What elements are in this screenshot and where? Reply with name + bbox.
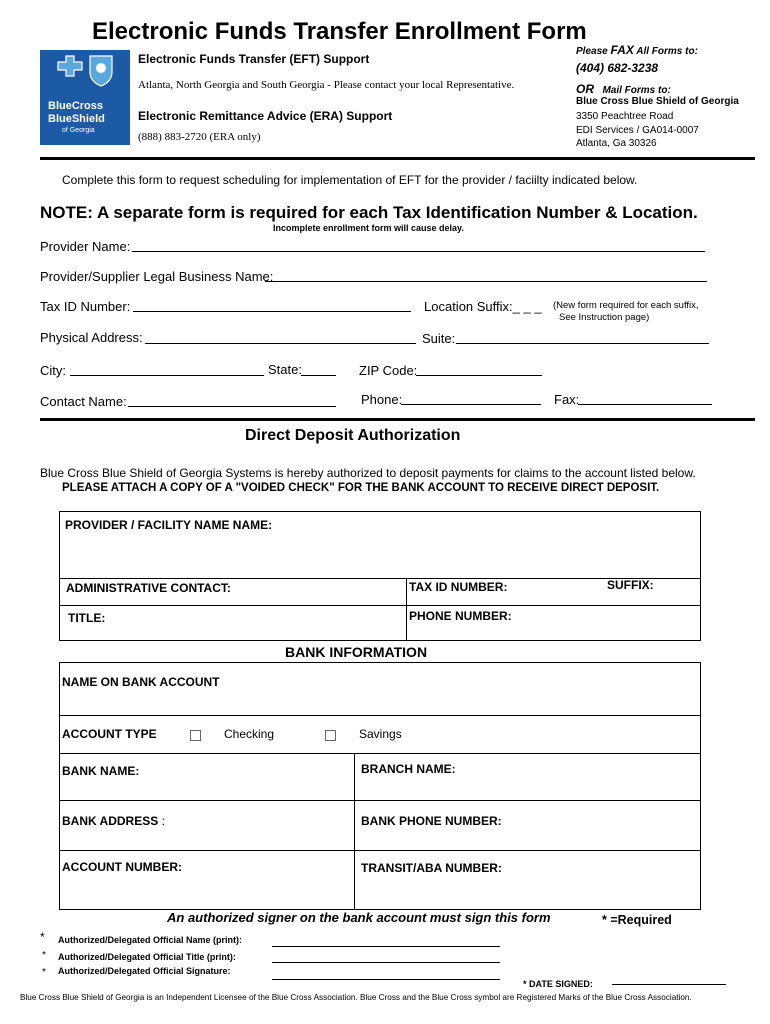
suite-label: Suite: (422, 331, 456, 346)
bcbs-logo (40, 50, 130, 145)
required-star: * (42, 950, 46, 961)
mail-addr-2: EDI Services / GA014-0007 (576, 125, 699, 136)
deposit-attach-text: PLEASE ATTACH A COPY OF A "VOIDED CHECK" FOR THE BANK ACCOUNT TO RECEIVE DIRECT DEPOSIT. (62, 482, 660, 494)
account-number[interactable]: ACCOUNT NUMBER: (62, 860, 182, 874)
official-signature-field[interactable] (272, 979, 500, 980)
account-type-label: ACCOUNT TYPE (62, 727, 157, 741)
provider-box-row-line (59, 578, 701, 579)
date-signed-label: * DATE SIGNED: (523, 979, 593, 989)
state-field[interactable] (301, 375, 336, 376)
legal-name-label: Provider/Supplier Legal Business Name: (40, 269, 274, 284)
official-name-label: Authorized/Delegated Official Name (print): (58, 935, 243, 945)
phone-label: Phone: (361, 392, 403, 407)
era-contact: (888) 883-2720 (ERA only) (138, 131, 261, 143)
signer-statement: An authorized signer on the bank account must sign this form (167, 910, 551, 925)
bank-address-label: BANK ADDRESS (62, 814, 159, 828)
fax-word: FAX (610, 43, 634, 57)
legal-name-field[interactable] (265, 281, 707, 282)
bank-heading: BANK INFORMATION (285, 644, 428, 660)
provider-box-row-line-2 (59, 605, 701, 606)
bank-phone[interactable]: BANK PHONE NUMBER: (361, 814, 502, 828)
box-suffix[interactable]: SUFFIX: (607, 578, 654, 592)
deposit-auth-text: Blue Cross Blue Shield of Georgia Systems is hereby authorized to deposit payments for claims to the account listed below. (40, 466, 696, 480)
required-star: * (40, 930, 45, 944)
fax-field[interactable] (578, 404, 712, 405)
required-star: * (42, 967, 46, 978)
logo-text-blueshield: BlueShield (48, 113, 105, 125)
mail-forms: Mail Forms to: (602, 85, 671, 96)
era-support-heading: Electronic Remittance Advice (ERA) Support (138, 109, 393, 123)
admin-contact[interactable]: ADMINISTRATIVE CONTACT: (66, 581, 231, 595)
provider-box-divider (406, 578, 407, 641)
footer-note: Blue Cross Blue Shield of Georgia is an Independent Licensee of the Blue Cross Association. Blue Cross and the Blue Cross symbol are Registered Marks of the Blue Cross Association. (20, 993, 692, 1002)
provider-name-field[interactable] (132, 251, 705, 252)
location-suffix-field[interactable]: Location Suffix:_ _ _ (424, 299, 542, 314)
mail-addr-1: 3350 Peachtree Road (576, 111, 674, 122)
city-label: City: (40, 363, 66, 378)
transit-number[interactable]: TRANSIT/ABA NUMBER: (361, 861, 502, 875)
date-signed-field[interactable] (612, 984, 726, 985)
contact-name-label: Contact Name: (40, 394, 127, 409)
provider-name-label: Provider Name: (40, 239, 131, 254)
official-signature-label: Authorized/Delegated Official Signature: (58, 966, 231, 976)
physical-address-field[interactable] (145, 343, 416, 344)
physical-address-label: Physical Address: (40, 330, 143, 345)
fax-label: Fax: (554, 392, 580, 407)
deposit-title: Direct Deposit Authorization (245, 427, 461, 444)
bank-name[interactable]: BANK NAME: (62, 764, 140, 778)
logo-text-bluecross: BlueCross (48, 100, 104, 112)
savings-label: Savings (359, 727, 402, 741)
zip-label: ZIP Code: (359, 363, 418, 378)
bank-address-colon: : (161, 814, 165, 828)
mail-or: OR (576, 82, 594, 96)
eft-contact: Atlanta, North Georgia and South Georgia - Please contact your local Representative. (138, 79, 515, 91)
official-name-field[interactable] (272, 946, 500, 947)
fax-instructions (576, 43, 698, 57)
logo-text-georgia: of Georgia (62, 127, 95, 134)
checking-label: Checking (224, 727, 275, 741)
box-tax-id[interactable]: TAX ID NUMBER: (409, 580, 508, 594)
zip-field[interactable] (416, 375, 542, 376)
page-title: Electronic Funds Transfer Enrollment Form (92, 18, 587, 45)
mail-org: Blue Cross Blue Shield of Georgia (576, 96, 739, 107)
tax-id-field[interactable] (133, 311, 411, 312)
city-field[interactable] (70, 375, 264, 376)
phone-field[interactable] (401, 404, 541, 405)
branch-name[interactable]: BRANCH NAME: (361, 762, 456, 776)
contact-name-field[interactable] (128, 406, 336, 407)
fax-please: Please (576, 46, 608, 57)
bank-row-line-3 (59, 800, 701, 801)
provider-facility-name[interactable]: PROVIDER / FACILITY NAME NAME: (65, 518, 273, 532)
name-on-account[interactable]: NAME ON BANK ACCOUNT (62, 675, 220, 689)
note-text: NOTE: A separate form is required for each Tax Identification Number & Location. (40, 203, 698, 222)
required-note: * =Required (602, 913, 672, 927)
suffix-note-2: See Instruction page) (559, 312, 650, 323)
box-title[interactable]: TITLE: (68, 611, 106, 625)
fax-all-forms: All Forms to: (636, 46, 698, 57)
note-sub: Incomplete enrollment form will cause delay. (273, 223, 464, 233)
bank-row-line-2 (59, 753, 701, 754)
fields-divider (40, 418, 755, 421)
suite-field[interactable] (456, 343, 709, 344)
box-phone[interactable]: PHONE NUMBER: (409, 609, 512, 623)
bank-row-line-4 (59, 850, 701, 851)
savings-checkbox[interactable] (325, 730, 336, 741)
tax-id-label: Tax ID Number: (40, 299, 131, 314)
official-title-field[interactable] (272, 962, 500, 963)
checking-checkbox[interactable] (190, 730, 201, 741)
official-title-label: Authorized/Delegated Official Title (print): (58, 952, 236, 962)
intro-text: Complete this form to request scheduling for implementation of EFT for the provider / faciilty indicated below. (62, 173, 638, 187)
bank-col-divider (354, 753, 355, 910)
bank-row-line-1 (59, 715, 701, 716)
state-label: State: (268, 362, 302, 377)
eft-support-heading: Electronic Funds Transfer (EFT) Support (138, 52, 370, 66)
suffix-note-1: (New form required for each suffix, (553, 300, 699, 311)
bank-address[interactable] (62, 814, 165, 828)
cross-shield-icon (40, 50, 130, 100)
fax-number: (404) 682-3238 (576, 61, 659, 75)
header-divider (40, 157, 755, 160)
mail-addr-3: Atlanta, Ga 30326 (576, 138, 657, 149)
